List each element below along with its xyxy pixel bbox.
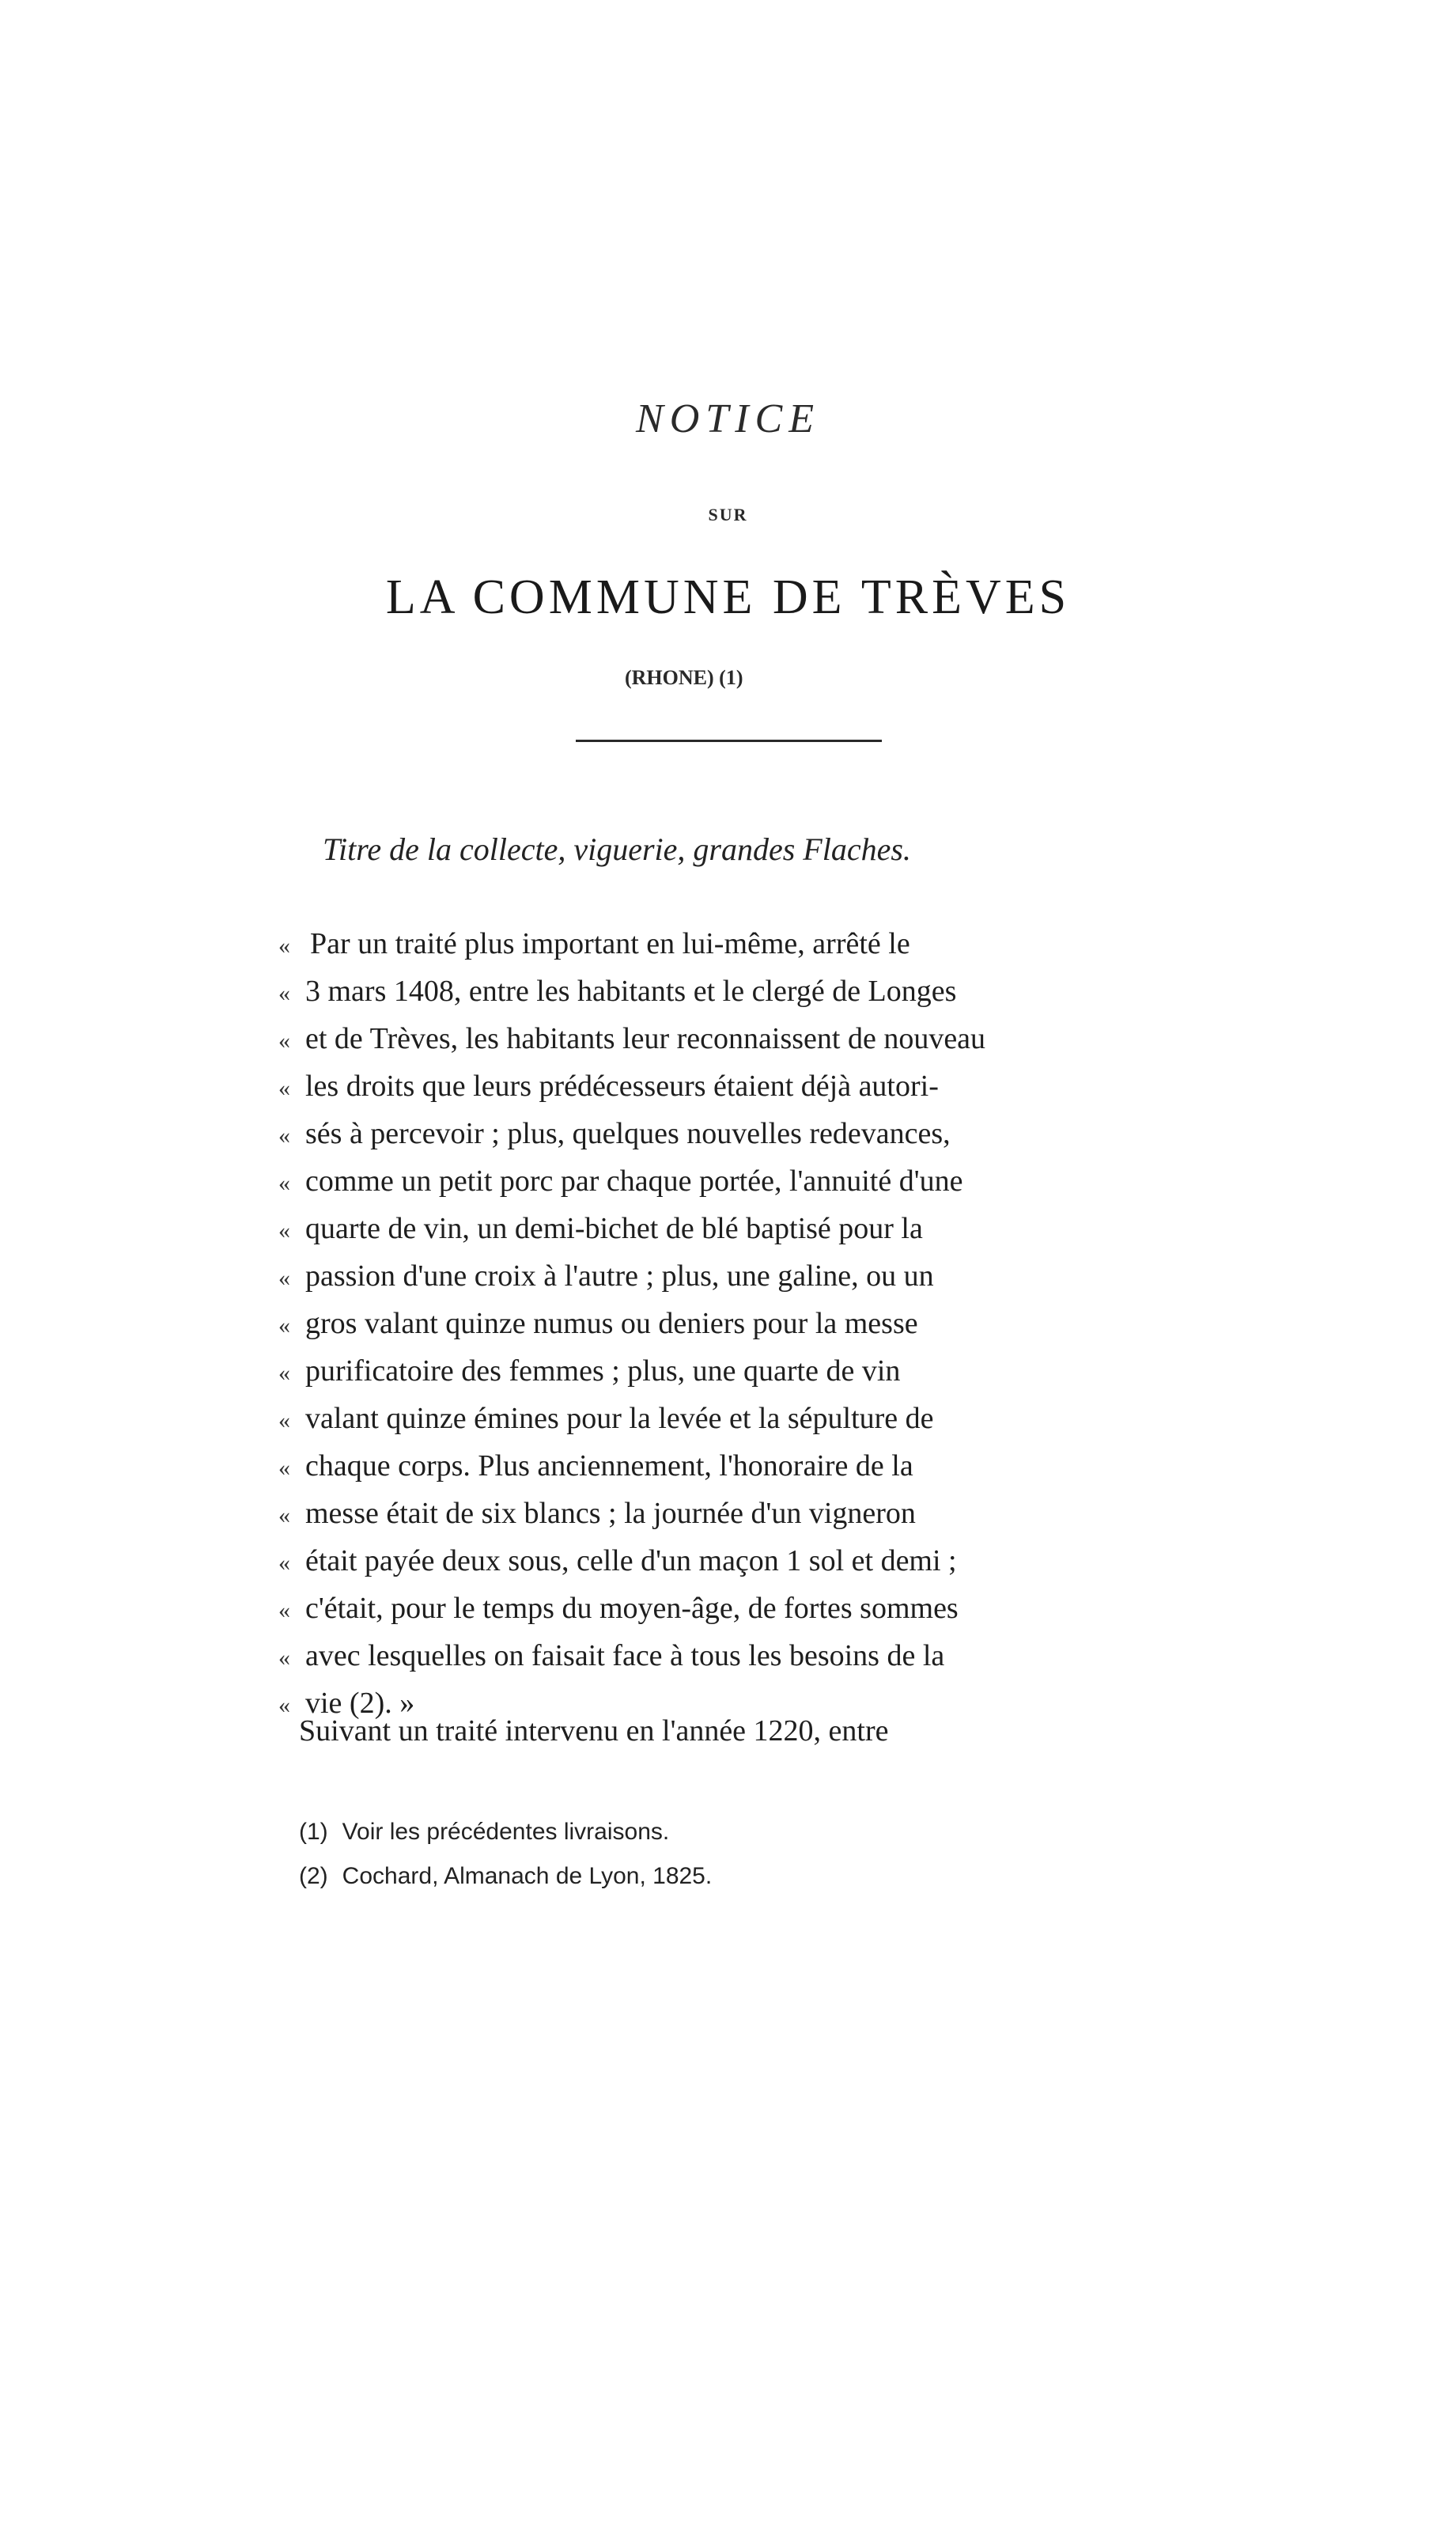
quote-line: « c'était, pour le temps du moyen-âge, de fortes sommes <box>278 1585 1126 1632</box>
page-title: LA COMMUNE DE TRÈVES <box>385 570 1071 624</box>
quote-line: « avec lesquelles on faisait face à tous les besoins de la <box>278 1632 1126 1679</box>
quote-line: « vie (2). » <box>278 1679 1126 1727</box>
footnote-number: (1) <box>299 1819 328 1845</box>
quote-mark: « <box>278 1455 290 1481</box>
quote-line: « passion d'une croix à l'autre ; plus, une galine, ou un <box>278 1252 1126 1300</box>
quote-mark: « <box>278 1597 290 1623</box>
quote-line: « purificatoire des femmes ; plus, une quarte de vin <box>278 1347 1126 1395</box>
quote-mark: « <box>278 1550 290 1576</box>
footnote-text: Voir les précédentes livraisons. <box>342 1819 670 1845</box>
quote-line: « valant quinze émines pour la levée et la sépulture de <box>278 1395 1126 1442</box>
quote-mark: « <box>278 1265 290 1291</box>
footnote <box>299 1810 712 1854</box>
quote-line: « gros valant quinze numus ou deniers pour la messe <box>278 1300 1126 1347</box>
quote-line: « comme un petit porc par chaque portée, l'annuité d'une <box>278 1157 1126 1205</box>
sur-label: SUR <box>708 505 748 524</box>
footnote-number: (2) <box>299 1863 328 1889</box>
quote-line: « les droits que leurs prédécesseurs étaient déjà autori- <box>278 1062 1126 1110</box>
quote-mark: « <box>278 1217 290 1244</box>
quoted-passage <box>278 920 1126 1727</box>
quote-mark: « <box>278 1028 290 1054</box>
quote-line: « sés à percevoir ; plus, quelques nouvelles redevances, <box>278 1110 1126 1157</box>
footnotes <box>299 1810 712 1899</box>
quote-line: « chaque corps. Plus anciennement, l'honoraire de la <box>278 1442 1126 1490</box>
quote-line: « était payée deux sous, celle d'un maçon 1 sol et demi ; <box>278 1537 1126 1585</box>
quote-mark: « <box>278 1360 290 1386</box>
quote-mark: « <box>278 980 290 1006</box>
quote-mark: « <box>278 1407 290 1433</box>
quote-mark: « <box>278 1075 290 1101</box>
footnote-text: Cochard, Almanach de Lyon, 1825. <box>342 1863 713 1889</box>
quote-mark: « <box>278 1645 290 1671</box>
quote-mark: « <box>278 933 290 959</box>
quote-mark: « <box>278 1123 290 1149</box>
section-title: Titre de la collecte, viguerie, grandes Flaches. <box>323 831 911 867</box>
footnote <box>299 1854 712 1899</box>
notice-heading: NOTICE <box>636 396 820 441</box>
quote-mark: « <box>278 1502 290 1528</box>
quote-line: « et de Trèves, les habitants leur reconnaissent de nouveau <box>278 1015 1126 1062</box>
quote-line: « messe était de six blancs ; la journée d'un vigneron <box>278 1490 1126 1537</box>
quote-line: « 3 mars 1408, entre les habitants et le clergé de Longes <box>278 968 1126 1015</box>
body-paragraph: Suivant un traité intervenu en l'année 1220, entre <box>299 1714 889 1748</box>
quote-mark: « <box>278 1170 290 1196</box>
quote-line: « quarte de vin, un demi-bichet de blé baptisé pour la <box>278 1205 1126 1252</box>
divider-rule <box>576 740 882 742</box>
quote-line: « Par un traité plus important en lui-même, arrêté le <box>278 920 1126 968</box>
quote-mark: « <box>278 1312 290 1339</box>
quote-mark: « <box>278 1692 290 1718</box>
region-label: (RHONE) (1) <box>625 666 743 689</box>
